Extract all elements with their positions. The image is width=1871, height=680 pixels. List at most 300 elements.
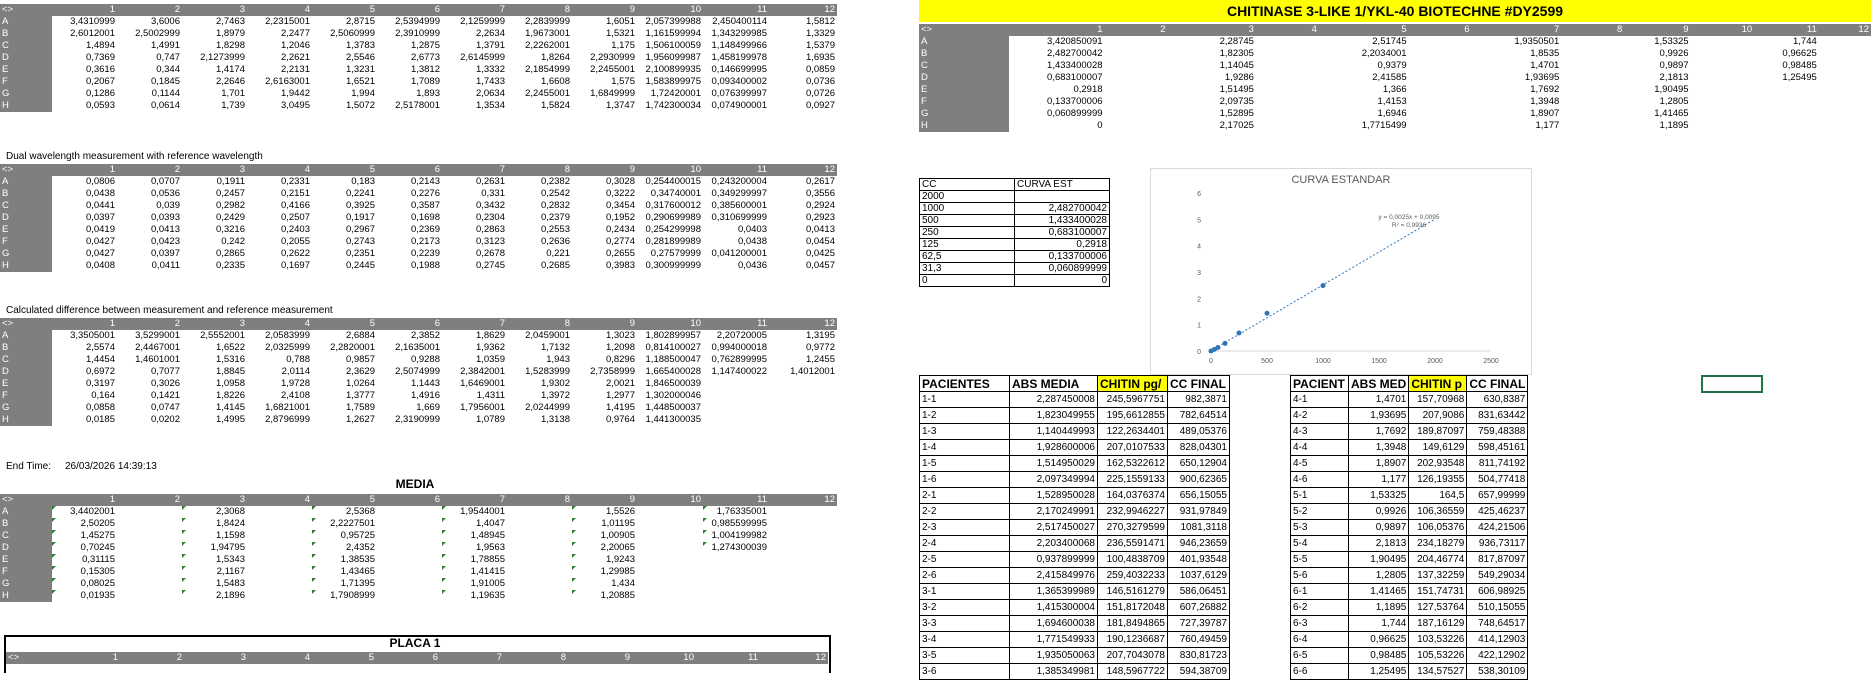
data-cell[interactable]: 164,5 (1409, 488, 1467, 504)
data-cell[interactable] (377, 506, 442, 518)
data-cell[interactable]: 830,81723 (1168, 648, 1230, 664)
data-cell[interactable] (1561, 108, 1624, 120)
data-cell[interactable]: 982,3871 (1168, 392, 1230, 408)
data-cell[interactable]: 1,2627 (345, 414, 375, 425)
data-cell[interactable]: 187,16129 (1409, 616, 1467, 632)
data-cell[interactable]: 0,2382 (540, 176, 570, 187)
data-cell[interactable]: 936,73117 (1467, 536, 1528, 552)
data-cell[interactable] (1561, 84, 1624, 96)
data-cell[interactable] (1105, 72, 1168, 84)
data-cell[interactable]: 1,5483 (182, 578, 247, 590)
data-cell[interactable]: 1,7089 (410, 76, 440, 87)
data-cell[interactable]: 0,3026 (150, 378, 180, 389)
data-cell[interactable]: 0,7077 (150, 366, 180, 377)
row-key-cell[interactable]: 6-1 (1291, 584, 1349, 600)
data-cell[interactable]: 831,63442 (1467, 408, 1528, 424)
data-cell[interactable]: 2,2930999 (590, 52, 635, 63)
data-cell[interactable]: 656,15055 (1168, 488, 1230, 504)
data-cell[interactable]: 1,188500047 (645, 354, 701, 365)
data-cell[interactable]: 0 (1015, 275, 1110, 287)
data-cell[interactable]: 0,2774 (605, 236, 635, 247)
data-cell[interactable] (1819, 36, 1871, 48)
data-cell[interactable]: 0,0438 (737, 236, 767, 247)
data-cell[interactable]: 0,683100007 (1047, 72, 1103, 83)
data-cell[interactable]: 414,12903 (1467, 632, 1528, 648)
data-cell[interactable] (377, 554, 442, 566)
data-cell[interactable]: 1,7715499 (1361, 120, 1407, 131)
data-cell[interactable]: 0,2743 (345, 236, 375, 247)
data-cell[interactable]: 1,9563 (442, 542, 507, 554)
data-cell[interactable]: 0,093400002 (711, 76, 767, 87)
data-cell[interactable]: 1,177 (1349, 472, 1409, 488)
data-cell[interactable]: 2,3842001 (460, 366, 505, 377)
data-cell[interactable]: 0,9926 (1349, 504, 1409, 520)
data-cell[interactable]: 1,0958 (215, 378, 245, 389)
data-cell[interactable] (117, 506, 182, 518)
data-cell[interactable]: 1,5824 (540, 100, 570, 111)
data-cell[interactable] (1409, 84, 1472, 96)
data-cell[interactable]: 2,2262001 (525, 40, 570, 51)
data-cell[interactable]: 2,5074999 (395, 366, 440, 377)
data-cell[interactable] (117, 518, 182, 530)
data-cell[interactable]: 2,17025 (1219, 120, 1254, 131)
row-key-cell[interactable]: 6-6 (1291, 664, 1349, 680)
data-cell[interactable]: 1,0789 (475, 414, 505, 425)
data-cell[interactable]: 1,4991 (150, 40, 180, 51)
data-cell[interactable]: 259,4032233 (1098, 568, 1168, 584)
data-cell[interactable] (637, 518, 703, 530)
data-cell[interactable] (1691, 96, 1755, 108)
data-cell[interactable] (769, 554, 837, 566)
data-cell[interactable]: 931,97849 (1168, 504, 1230, 520)
data-cell[interactable]: 190,1236687 (1098, 632, 1168, 648)
data-cell[interactable]: 3,5299001 (135, 330, 180, 341)
data-cell[interactable]: 0,2923 (805, 212, 835, 223)
data-cell[interactable]: 0,0425 (805, 248, 835, 259)
data-cell[interactable]: 0,3556 (805, 188, 835, 199)
data-cell[interactable] (1256, 120, 1319, 132)
data-cell[interactable]: 0,2239 (410, 248, 440, 259)
data-cell[interactable]: 1,366 (1382, 84, 1407, 95)
data-cell[interactable]: 0,7369 (85, 52, 115, 63)
data-cell[interactable]: 1,01195 (572, 518, 637, 530)
data-cell[interactable]: 0,96625 (1782, 48, 1817, 59)
data-cell[interactable] (769, 566, 837, 578)
row-key-cell[interactable]: 4-1 (1291, 392, 1349, 408)
data-cell[interactable]: 0,9897 (1659, 60, 1689, 71)
data-cell[interactable] (769, 402, 837, 414)
row-key-cell[interactable]: 250 (920, 227, 1015, 239)
data-cell[interactable]: 2,1854999 (525, 64, 570, 75)
data-cell[interactable] (637, 566, 703, 578)
data-cell[interactable]: 1,2805 (1349, 568, 1409, 584)
data-cell[interactable]: 1,9362 (475, 342, 505, 353)
data-cell[interactable]: 0,041200001 (711, 248, 767, 259)
data-cell[interactable]: 1,3747 (605, 100, 635, 111)
data-cell[interactable]: 1,0264 (345, 378, 375, 389)
data-cell[interactable]: 0,3222 (605, 188, 635, 199)
data-cell[interactable]: 0,2636 (540, 236, 570, 247)
data-cell[interactable]: 1,53325 (1349, 488, 1409, 504)
data-cell[interactable] (1105, 36, 1168, 48)
data-cell[interactable]: 1,3972 (540, 390, 570, 401)
data-cell[interactable]: 0,2429 (215, 212, 245, 223)
data-cell[interactable]: 0,0536 (150, 188, 180, 199)
data-cell[interactable]: 1,7589 (345, 402, 375, 413)
data-cell[interactable]: 0,164 (91, 390, 115, 401)
data-cell[interactable]: 1,575 (611, 76, 635, 87)
data-cell[interactable]: 1,5526 (572, 506, 637, 518)
data-cell[interactable] (377, 518, 442, 530)
data-cell[interactable] (247, 590, 312, 602)
data-cell[interactable]: 2,5394999 (395, 16, 440, 27)
data-cell[interactable]: 1,8424 (182, 518, 247, 530)
data-cell[interactable]: 0,183 (351, 176, 375, 187)
data-cell[interactable] (1819, 96, 1871, 108)
data-cell[interactable]: 0,9772 (805, 342, 835, 353)
data-cell[interactable]: 1,8629 (475, 330, 505, 341)
data-cell[interactable]: 3,4402001 (52, 506, 117, 518)
grid-header-cell[interactable]: CC (920, 179, 1015, 191)
data-cell[interactable]: 0,039 (156, 200, 180, 211)
data-cell[interactable]: 234,18279 (1409, 536, 1467, 552)
data-cell[interactable]: 1,6608 (540, 76, 570, 87)
data-cell[interactable] (507, 506, 572, 518)
data-cell[interactable] (117, 530, 182, 542)
data-cell[interactable]: 0,133700006 (1015, 251, 1110, 263)
data-cell[interactable]: 630,8387 (1467, 392, 1528, 408)
data-cell[interactable]: 782,64514 (1168, 408, 1230, 424)
data-cell[interactable]: 0,254299998 (645, 224, 701, 235)
data-cell[interactable]: 504,77418 (1467, 472, 1528, 488)
data-cell[interactable]: 2,8715 (345, 16, 375, 27)
data-cell[interactable]: 0,2678 (475, 248, 505, 259)
data-cell[interactable]: 2,2455001 (525, 88, 570, 99)
row-key-cell[interactable]: 0 (920, 275, 1015, 287)
data-cell[interactable]: 1,4047 (442, 518, 507, 530)
data-cell[interactable]: 1,2977 (605, 390, 635, 401)
data-cell[interactable]: 1,458199978 (711, 52, 767, 63)
data-cell[interactable]: 1,148499966 (711, 40, 767, 51)
data-cell[interactable]: 0,31115 (52, 554, 117, 566)
data-cell[interactable]: 0,3432 (475, 200, 505, 211)
data-cell[interactable]: 657,99999 (1467, 488, 1528, 504)
data-cell[interactable]: 0,15305 (52, 566, 117, 578)
data-cell[interactable]: 2,2227501 (312, 518, 377, 530)
data-cell[interactable]: 0,331 (481, 188, 505, 199)
data-cell[interactable]: 0,385600001 (711, 200, 767, 211)
data-cell[interactable]: 2,2621 (280, 52, 310, 63)
data-cell[interactable]: 0,9897 (1349, 520, 1409, 536)
row-key-cell[interactable]: 62,5 (920, 251, 1015, 263)
data-cell[interactable]: 2,482700042 (1047, 48, 1103, 59)
data-cell[interactable]: 1,20885 (572, 590, 637, 602)
data-cell[interactable]: 0,1845 (150, 76, 180, 87)
data-cell[interactable]: 1,3812 (410, 64, 440, 75)
data-cell[interactable]: 0,95725 (312, 530, 377, 542)
data-cell[interactable] (1409, 120, 1472, 132)
data-cell[interactable]: 103,53226 (1409, 632, 1467, 648)
data-cell[interactable]: 0,0747 (150, 402, 180, 413)
data-cell[interactable]: 0,1988 (410, 260, 440, 271)
data-cell[interactable]: 204,46774 (1409, 552, 1467, 568)
data-cell[interactable]: 1,4601001 (135, 354, 180, 365)
data-cell[interactable] (1691, 48, 1755, 60)
data-cell[interactable]: 1,4894 (85, 40, 115, 51)
standard-curve-chart[interactable] (1150, 168, 1532, 375)
data-cell[interactable] (1015, 191, 1110, 203)
data-cell[interactable] (769, 390, 837, 402)
data-cell[interactable] (769, 530, 837, 542)
data-cell[interactable]: 1,7908999 (312, 590, 377, 602)
grid-header-cell[interactable]: PACIENT (1291, 376, 1349, 392)
data-cell[interactable] (1256, 36, 1319, 48)
data-cell[interactable]: 1,6469001 (460, 378, 505, 389)
data-cell[interactable]: 0,1697 (280, 260, 310, 271)
data-cell[interactable] (117, 590, 182, 602)
data-cell[interactable]: 2,6773 (410, 52, 440, 63)
data-cell[interactable]: 0,0441 (85, 200, 115, 211)
data-cell[interactable] (637, 578, 703, 590)
data-cell[interactable]: 2,170249991 (1010, 504, 1098, 520)
data-cell[interactable]: 0,0413 (150, 224, 180, 235)
data-cell[interactable]: 0,3028 (605, 176, 635, 187)
data-cell[interactable] (377, 566, 442, 578)
data-cell[interactable]: 0,98485 (1349, 648, 1409, 664)
data-cell[interactable] (377, 590, 442, 602)
data-cell[interactable]: 1,7433 (475, 76, 505, 87)
data-cell[interactable]: 1,9673001 (525, 28, 570, 39)
data-cell[interactable]: 538,30109 (1467, 664, 1528, 680)
data-cell[interactable]: 0,242 (221, 236, 245, 247)
data-cell[interactable]: 0,0927 (805, 100, 835, 111)
data-cell[interactable]: 207,7043078 (1098, 648, 1168, 664)
data-cell[interactable]: 401,93548 (1168, 552, 1230, 568)
data-cell[interactable]: 0,0806 (85, 176, 115, 187)
data-cell[interactable] (1409, 96, 1472, 108)
row-key-cell[interactable]: 2-3 (920, 520, 1010, 536)
data-cell[interactable]: 1,4195 (605, 402, 635, 413)
data-cell[interactable]: 0,221 (546, 248, 570, 259)
data-cell[interactable]: 0,0413 (805, 224, 835, 235)
data-cell[interactable]: 1,25495 (1349, 664, 1409, 680)
data-cell[interactable]: 2,3068 (182, 506, 247, 518)
data-cell[interactable]: 1,25495 (1782, 72, 1817, 83)
data-cell[interactable]: 607,26882 (1168, 600, 1230, 616)
data-cell[interactable]: 1,3948 (1530, 96, 1560, 107)
data-cell[interactable]: 0,747 (156, 52, 180, 63)
row-key-cell[interactable]: 2-2 (920, 504, 1010, 520)
data-cell[interactable] (507, 590, 572, 602)
data-cell[interactable]: 2,1896 (182, 590, 247, 602)
data-cell[interactable]: 0,2745 (475, 260, 505, 271)
data-cell[interactable] (247, 542, 312, 554)
data-cell[interactable]: 0,814100027 (645, 342, 701, 353)
data-cell[interactable]: 0,8296 (605, 354, 635, 365)
data-cell[interactable]: 0,2924 (805, 200, 835, 211)
data-cell[interactable] (769, 518, 837, 530)
data-cell[interactable] (247, 506, 312, 518)
row-key-cell[interactable]: 6-3 (1291, 616, 1349, 632)
data-cell[interactable] (703, 378, 769, 390)
data-cell[interactable]: 1,3783 (345, 40, 375, 51)
data-cell[interactable] (637, 542, 703, 554)
data-cell[interactable]: 0,0393 (150, 212, 180, 223)
data-cell[interactable]: 1,6522 (215, 342, 245, 353)
data-cell[interactable]: 1,8907 (1349, 456, 1409, 472)
data-cell[interactable]: 1,9442 (280, 88, 310, 99)
data-cell[interactable]: 1,2046 (280, 40, 310, 51)
data-cell[interactable]: 0,9857 (345, 354, 375, 365)
data-cell[interactable]: 1,528950028 (1010, 488, 1098, 504)
row-key-cell[interactable]: 3-3 (920, 616, 1010, 632)
row-key-cell[interactable]: 6-4 (1291, 632, 1349, 648)
data-cell[interactable]: 0,2351 (345, 248, 375, 259)
data-cell[interactable]: 225,1559133 (1098, 472, 1168, 488)
data-cell[interactable]: 181,8494865 (1098, 616, 1168, 632)
data-cell[interactable] (117, 566, 182, 578)
data-cell[interactable]: 202,93548 (1409, 456, 1467, 472)
data-cell[interactable]: 0,2631 (475, 176, 505, 187)
row-key-cell[interactable]: 2-4 (920, 536, 1010, 552)
data-cell[interactable]: 2,2839999 (525, 16, 570, 27)
data-cell[interactable] (1256, 48, 1319, 60)
data-cell[interactable]: 650,12904 (1168, 456, 1230, 472)
data-cell[interactable]: 0,01935 (52, 590, 117, 602)
data-cell[interactable]: 0,3454 (605, 200, 635, 211)
data-cell[interactable] (769, 506, 837, 518)
data-cell[interactable]: 1,93695 (1349, 408, 1409, 424)
data-cell[interactable]: 2,0114 (281, 366, 310, 377)
data-cell[interactable]: 2,5574 (85, 342, 115, 353)
data-cell[interactable]: 0,0397 (150, 248, 180, 259)
data-cell[interactable]: 1,72420001 (650, 88, 701, 99)
data-cell[interactable]: 2,4108 (280, 390, 310, 401)
data-cell[interactable]: 1,5283999 (525, 366, 570, 377)
data-cell[interactable]: 1,161599994 (645, 28, 701, 39)
data-cell[interactable]: 2,7358999 (590, 366, 635, 377)
data-cell[interactable]: 828,04301 (1168, 440, 1230, 456)
data-cell[interactable]: 1,771549933 (1010, 632, 1098, 648)
data-cell[interactable]: 2,20720005 (716, 330, 767, 341)
row-key-cell[interactable]: 31,3 (920, 263, 1015, 275)
data-cell[interactable]: 0 (1097, 120, 1103, 131)
data-cell[interactable]: 1,3231 (345, 64, 375, 75)
data-cell[interactable]: 549,29034 (1467, 568, 1528, 584)
data-cell[interactable]: 148,5967722 (1098, 664, 1168, 680)
data-cell[interactable] (1105, 60, 1168, 72)
data-cell[interactable]: 0,0858 (85, 402, 115, 413)
data-cell[interactable]: 1,4174 (215, 64, 245, 75)
data-cell[interactable]: 0,0397 (85, 212, 115, 223)
data-cell[interactable]: 0,1917 (345, 212, 375, 223)
data-cell[interactable] (1819, 84, 1871, 96)
data-cell[interactable] (769, 578, 837, 590)
data-cell[interactable]: 0,0726 (805, 88, 835, 99)
data-cell[interactable]: 2,2315001 (265, 16, 310, 27)
data-cell[interactable] (703, 590, 769, 602)
data-cell[interactable]: 0,290699989 (645, 212, 701, 223)
data-cell[interactable]: 1,7956001 (460, 402, 505, 413)
data-cell[interactable]: 946,23659 (1168, 536, 1230, 552)
data-cell[interactable]: 2,51745 (1372, 36, 1407, 47)
data-cell[interactable] (703, 390, 769, 402)
data-cell[interactable]: 424,21506 (1467, 520, 1528, 536)
data-cell[interactable]: 1,365399989 (1010, 584, 1098, 600)
data-cell[interactable] (1561, 36, 1624, 48)
data-cell[interactable]: 164,0376374 (1098, 488, 1168, 504)
data-cell[interactable]: 1,8264 (540, 52, 570, 63)
data-cell[interactable]: 0,9926 (1659, 48, 1689, 59)
data-cell[interactable]: 0,0859 (805, 64, 835, 75)
data-cell[interactable]: 1,433400028 (1047, 60, 1103, 71)
data-cell[interactable] (1754, 96, 1819, 108)
data-cell[interactable]: 1,5316 (215, 354, 245, 365)
data-cell[interactable]: 1,004199982 (703, 530, 769, 542)
data-cell[interactable]: 1,6051 (605, 16, 635, 27)
data-cell[interactable]: 0,2655 (605, 248, 635, 259)
row-key-cell[interactable]: 2-1 (920, 488, 1010, 504)
row-key-cell[interactable]: 3-2 (920, 600, 1010, 616)
data-cell[interactable]: 1,3023 (605, 330, 635, 341)
data-cell[interactable] (247, 554, 312, 566)
row-key-cell[interactable]: 1-3 (920, 424, 1010, 440)
data-cell[interactable]: 0,3616 (85, 64, 115, 75)
data-cell[interactable] (637, 554, 703, 566)
data-cell[interactable]: 0,2304 (475, 212, 505, 223)
data-cell[interactable]: 2,0244999 (525, 402, 570, 413)
row-key-cell[interactable]: 1-5 (920, 456, 1010, 472)
data-cell[interactable]: 0,1144 (151, 88, 180, 99)
data-cell[interactable] (1561, 72, 1624, 84)
data-cell[interactable]: 0,060899999 (1015, 263, 1110, 275)
data-cell[interactable]: 0,98485 (1782, 60, 1817, 71)
data-cell[interactable]: 1,6935 (805, 52, 835, 63)
data-cell[interactable]: 1,4701 (1349, 392, 1409, 408)
data-cell[interactable] (507, 554, 572, 566)
data-cell[interactable] (507, 566, 572, 578)
data-cell[interactable] (1691, 36, 1755, 48)
data-cell[interactable]: 0,2067 (85, 76, 115, 87)
data-cell[interactable] (769, 542, 837, 554)
data-cell[interactable]: 2,097349994 (1010, 472, 1098, 488)
data-cell[interactable]: 1,943 (546, 354, 570, 365)
data-cell[interactable] (1561, 96, 1624, 108)
data-cell[interactable]: 422,12902 (1467, 648, 1528, 664)
data-cell[interactable]: 270,3279599 (1098, 520, 1168, 536)
data-cell[interactable] (1105, 96, 1168, 108)
data-cell[interactable]: 2,6163001 (265, 76, 310, 87)
row-key-cell[interactable]: 3-5 (920, 648, 1010, 664)
data-cell[interactable]: 0,9288 (410, 354, 440, 365)
data-cell[interactable] (1256, 84, 1319, 96)
data-cell[interactable]: 3,3505001 (70, 330, 115, 341)
data-cell[interactable] (1256, 96, 1319, 108)
data-cell[interactable]: 1,3791 (475, 40, 505, 51)
data-cell[interactable]: 0,2173 (410, 236, 440, 247)
data-cell[interactable]: 3,4310999 (70, 16, 115, 27)
data-cell[interactable] (769, 590, 837, 602)
data-cell[interactable]: 1,9544001 (442, 506, 507, 518)
data-cell[interactable]: 1,744 (1349, 616, 1409, 632)
data-cell[interactable]: 1,744 (1792, 36, 1817, 47)
data-cell[interactable]: 2,1813 (1349, 536, 1409, 552)
data-cell[interactable]: 1,6521 (345, 76, 375, 87)
data-cell[interactable]: 1,385349981 (1010, 664, 1098, 680)
data-cell[interactable]: 0,300999999 (645, 260, 701, 271)
data-cell[interactable]: 2,2477 (280, 28, 310, 39)
data-cell[interactable]: 195,6612855 (1098, 408, 1168, 424)
